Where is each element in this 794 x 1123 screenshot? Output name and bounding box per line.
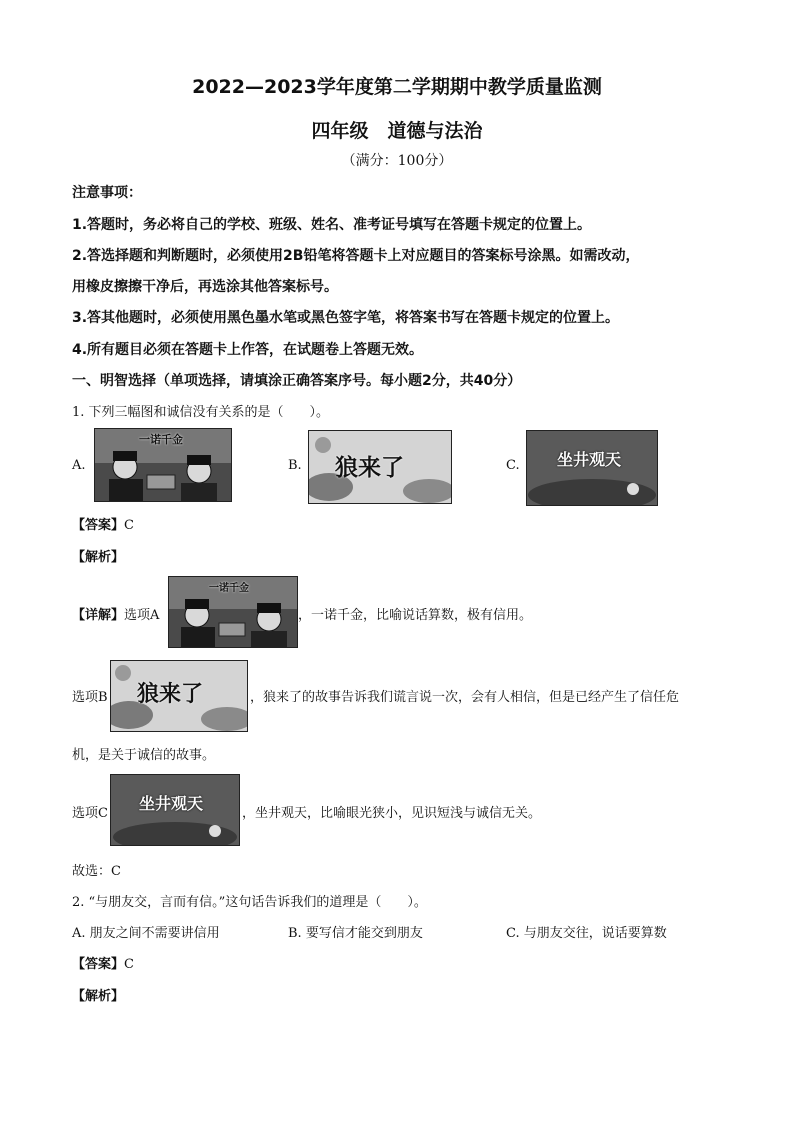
q1-option-a-letter: A.	[72, 458, 86, 473]
q1-detail-c-image	[110, 774, 240, 846]
notice-item-2: 2.答选择题和判断题时，必须使用2B铅笔将答题卡上对应题目的答案标号涂黑。如需改动，	[72, 248, 640, 264]
q1-option-c-image	[526, 430, 658, 506]
notice-item-2-cont: 用橡皮擦擦干净后，再选涂其他答案标号。	[72, 279, 338, 295]
q1-detail-a-image-label: 一诺千金	[209, 583, 249, 594]
q2-stem: 2. “与朋友交，言而有信。”这句话告诉我们的道理是（ ）。	[72, 895, 427, 910]
q1-option-c-image-label: 坐井观天	[557, 450, 622, 469]
q1-answer-line	[72, 514, 134, 533]
notice-heading: 注意事项：	[72, 185, 142, 201]
q1-detail-a-image	[168, 576, 298, 648]
q2-option-c: C. 与朋友交往，说话要算数	[506, 926, 667, 941]
q2-answer-line	[72, 953, 134, 972]
q1-detail-b-image-label: 狼来了	[137, 682, 204, 707]
q1-detail-c-prefix: 选项C	[72, 806, 108, 821]
exam-title: 2022—2023学年度第二学期期中教学质量监测	[192, 76, 602, 98]
q1-detail-a	[72, 604, 159, 623]
q1-detail-b-image	[110, 660, 248, 732]
notice-item-1: 1.答题时，务必将自己的学校、班级、姓名、准考证号填写在答题卡规定的位置上。	[72, 217, 592, 233]
q1-detail-tag: 【详解】	[72, 608, 125, 623]
q1-option-c-letter: C.	[506, 458, 520, 473]
section-heading: 一、明智选择（单项选择，请填涂正确答案序号。每小题2分，共40分）	[72, 373, 522, 389]
q1-option-a-image	[94, 428, 232, 502]
q1-analysis-tag: 【解析】	[72, 550, 125, 565]
q1-detail-b-prefix: 选项B	[72, 690, 108, 705]
q1-detail-c-text: ，坐井观天，比喻眼光狭小，见识短浅与诚信无关。	[242, 806, 542, 821]
q2-answer-tag: 【答案】	[72, 957, 125, 972]
q1-option-a-image-label: 一诺千金	[139, 433, 183, 446]
q2-analysis-tag: 【解析】	[72, 989, 125, 1004]
exam-subject: 四年级 道德与法治	[311, 120, 483, 142]
notice-item-4: 4.所有题目必须在答题卡上作答，在试题卷上答题无效。	[72, 342, 424, 358]
q1-detail-c-image-label: 坐井观天	[139, 794, 204, 813]
q1-stem: 1. 下列三幅图和诚信没有关系的是（ ）。	[72, 405, 330, 420]
q1-option-b-image	[308, 430, 452, 504]
notice-item-3: 3.答其他题时，必须使用黑色墨水笔或黑色签字笔，将答案书写在答题卡规定的位置上。	[72, 310, 620, 326]
q2-answer: C	[124, 957, 134, 972]
q2-option-a: A. 朋友之间不需要讲信用	[72, 926, 220, 941]
full-score: （满分：100分）	[341, 153, 453, 169]
q1-answer: C	[124, 518, 134, 533]
q1-detail-a-prefix: 选项A	[124, 608, 160, 623]
q1-detail-a-text: ，一诺千金，比喻说话算数，极有信用。	[298, 608, 533, 623]
q2-option-b: B. 要写信才能交到朋友	[288, 926, 423, 941]
q1-detail-b-text-cont: 机，是关于诚信的故事。	[72, 748, 216, 763]
q1-conclusion: 故选：C	[72, 864, 121, 879]
q1-answer-tag: 【答案】	[72, 518, 125, 533]
q1-option-b-letter: B.	[288, 458, 302, 473]
q1-option-b-image-label: 狼来了	[335, 455, 404, 481]
q1-detail-b-text: ，狼来了的故事告诉我们谎言说一次，会有人相信，但是已经产生了信任危	[250, 690, 680, 705]
